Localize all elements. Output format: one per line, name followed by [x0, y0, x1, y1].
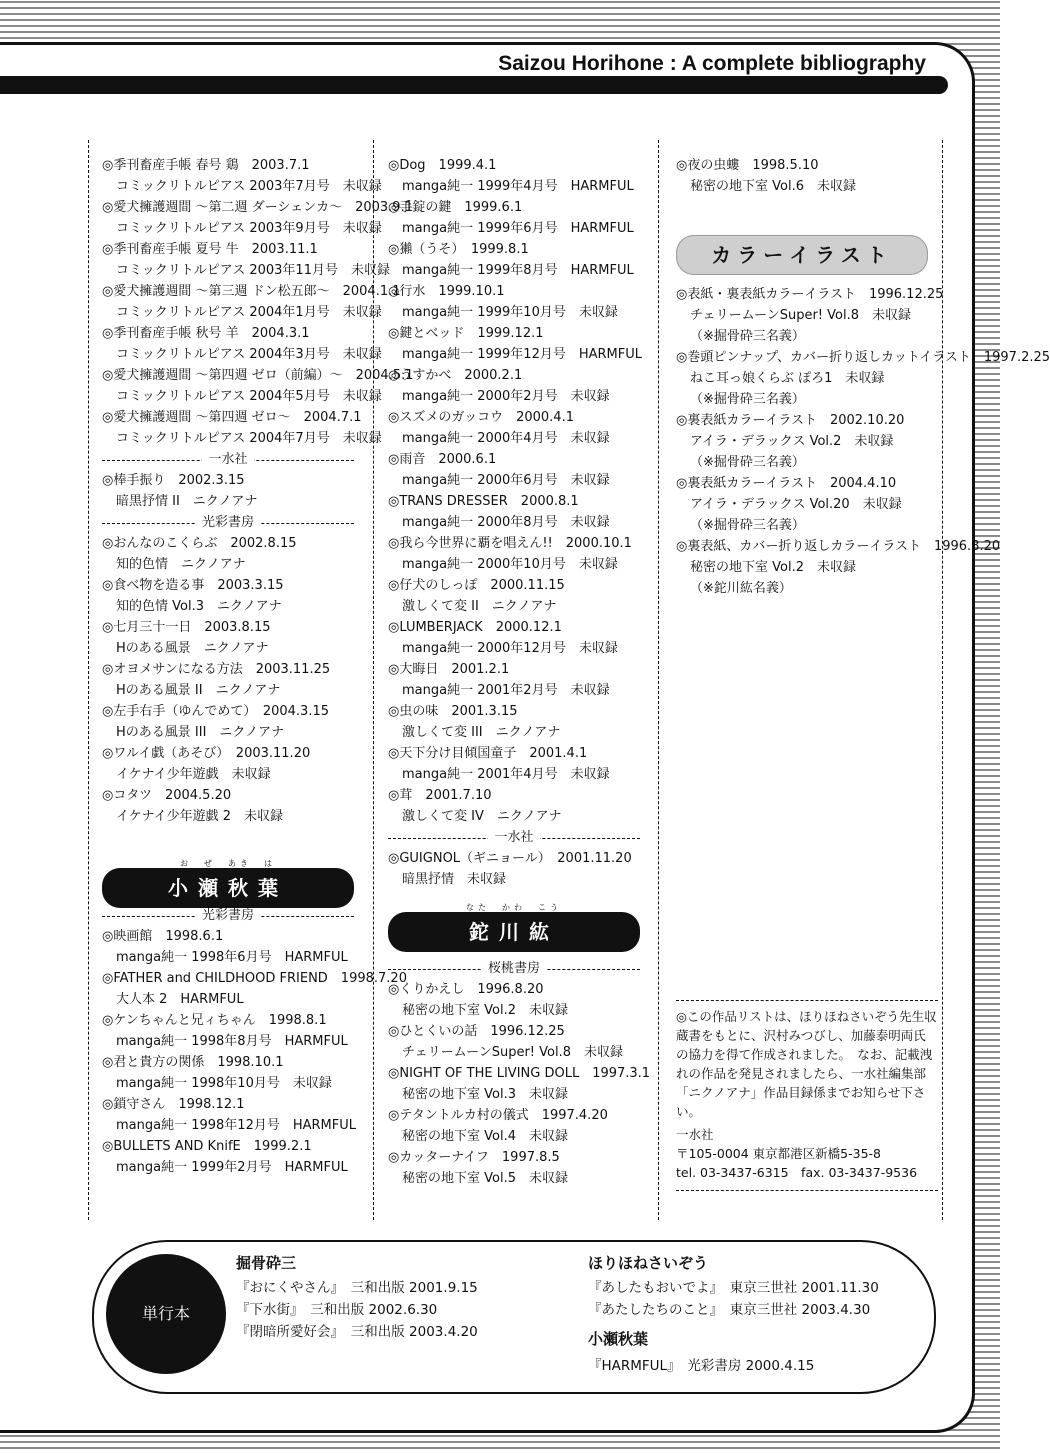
work-source: Hのある風景 III ニクノアナ: [116, 725, 285, 740]
work-title: ◎裏表紙カラーイラスト 2004.4.10: [676, 476, 897, 491]
work-source: （※掘骨砕三名義）: [690, 518, 805, 533]
work-title: ◎コタツ 2004.5.20: [102, 788, 232, 803]
work-title: ◎手錠の鍵 1999.6.1: [388, 200, 523, 215]
author-name: 掘骨砕三: [236, 1254, 297, 1272]
work-title: ◎行水 1999.10.1: [388, 284, 505, 299]
work-source: （※掘骨砕三名義）: [690, 392, 805, 407]
work-title: ◎愛犬擁護週間 〜第二週 ダーシェンカ〜 2003.9.1: [102, 200, 413, 215]
work-source: 秘密の地下室 Vol.3 未収録: [402, 1087, 568, 1102]
work-title: ◎食べ物を造る事 2003.3.15: [102, 578, 284, 593]
note-box: [676, 1000, 938, 1191]
publisher-name: 一水社: [488, 830, 539, 845]
heading-ruby: お ぜ あき は: [180, 859, 276, 868]
work-title: ◎虫の味 2001.3.15: [388, 704, 518, 719]
work-source: 知的色情 ニクノアナ: [116, 557, 246, 572]
author-heading-natagawa: [388, 902, 640, 952]
work-source: （※鉈川紘名義）: [690, 581, 792, 596]
work-source: チェリームーンSuper! Vol.8 未収録: [690, 308, 911, 323]
publisher-divider: [102, 449, 354, 470]
publisher-name: 光彩書房: [196, 515, 260, 530]
heading-ruby: なた かわ こう: [466, 903, 562, 912]
author-horihone-saizou: [236, 1252, 296, 1273]
heading-natagawa-kou: 鉈川紘: [388, 912, 640, 952]
work-source: manga純一 1999年8月号 HARMFUL: [402, 263, 634, 278]
work-source: manga純一 2000年8月号 未収録: [402, 515, 610, 530]
work-source: （※掘骨砕三名義）: [690, 329, 805, 344]
work-source: コミックリトルピアス 2003年9月号 未収録: [116, 221, 382, 236]
work-title: ◎Dog 1999.4.1: [388, 158, 497, 173]
work-title: ◎大晦日 2001.2.1: [388, 662, 510, 677]
work-title: ◎オヨメサンになる方法 2003.11.25: [102, 662, 331, 677]
work-title: ◎鎖守さん 1998.12.1: [102, 1097, 245, 1112]
author-name: ほりほねさいぞう: [588, 1254, 709, 1272]
work-title: ◎TRANS DRESSER 2000.8.1: [388, 494, 579, 509]
work-title: ◎雨音 2000.6.1: [388, 452, 497, 467]
book-entry: 『おにくやさん』 三和出版 2001.9.15: [236, 1280, 478, 1296]
note-address: 〒105-0004 東京都港区新橋5-35-8: [676, 1146, 881, 1161]
publisher-name: 光彩書房: [196, 908, 260, 923]
work-title: ◎ケンちゃんと兄ィちゃん 1998.8.1: [102, 1013, 327, 1028]
heading-color-illust: カラーイラスト: [676, 235, 928, 275]
work-title: ◎我ら今世界に覇を唱えん!! 2000.10.1: [388, 536, 632, 551]
work-source: manga純一 2000年12月号 未収録: [402, 641, 618, 656]
work-title: ◎くりかえし 1996.8.20: [388, 982, 544, 997]
work-source: コミックリトルピアス 2003年11月号 未収録: [116, 263, 390, 278]
work-source: manga純一 1999年4月号 HARMFUL: [402, 179, 634, 194]
column-divider: [658, 140, 659, 1220]
work-title: ◎カッターナイフ 1997.8.5: [388, 1150, 560, 1165]
work-title: ◎七月三十一日 2003.8.15: [102, 620, 271, 635]
work-source: イケナイ少年遊戯 未収録: [116, 767, 271, 782]
work-title: ◎映画館 1998.6.1: [102, 929, 224, 944]
work-source: 激しくて変 II ニクノアナ: [402, 599, 557, 614]
author-oze-akiha: [588, 1328, 648, 1349]
work-source: イケナイ少年遊戯 2 未収録: [116, 809, 283, 824]
work-source: manga純一 2000年2月号 未収録: [402, 389, 610, 404]
work-title: ◎LUMBERJACK 2000.12.1: [388, 620, 562, 635]
work-title: ◎巻頭ピンナップ、カバー折り返しカットイラスト 1997.2.25: [676, 350, 1050, 365]
column-2: [388, 155, 640, 890]
column-2-lower: [388, 958, 651, 1189]
book-entry: 『閉暗所愛好会』 三和出版 2003.4.20: [236, 1324, 478, 1340]
work-title: ◎季刊畜産手帳 春号 鶏 2003.7.1: [102, 158, 310, 173]
work-source: アイラ・デラックス Vol.2 未収録: [690, 434, 894, 449]
work-source: manga純一 1999年2月号 HARMFUL: [116, 1160, 348, 1175]
work-source: manga純一 2001年2月号 未収録: [402, 683, 610, 698]
work-source: 激しくて変 IV ニクノアナ: [402, 809, 562, 824]
work-source: 激しくて変 III ニクノアナ: [402, 725, 561, 740]
work-title: ◎鍵とベッド 1999.12.1: [388, 326, 544, 341]
publisher-divider: [388, 827, 640, 848]
work-title: ◎表紙・裏表紙カラーイラスト 1996.12.25: [676, 287, 944, 302]
work-source: コミックリトルピアス 2004年5月号 未収録: [116, 389, 382, 404]
note-contact: tel. 03-3437-6315 fax. 03-3437-9536: [676, 1165, 918, 1180]
work-source: コミックリトルピアス 2004年1月号 未収録: [116, 305, 382, 320]
work-title: ◎裏表紙カラーイラスト 2002.10.20: [676, 413, 905, 428]
tankobon-box: [92, 1240, 936, 1394]
work-title: ◎獺（うそ） 1999.8.1: [388, 242, 529, 257]
work-source: manga純一 1998年10月号 未収録: [116, 1076, 332, 1091]
column-divider: [373, 140, 374, 1220]
publisher-divider: [102, 512, 354, 533]
author-heading-oze: [102, 858, 354, 908]
work-source: 大人本 2 HARMFUL: [116, 992, 244, 1007]
work-title: ◎愛犬擁護週間 〜第三週 ドン松五郎〜 2004.1.1: [102, 284, 401, 299]
work-title: ◎BULLETS AND KnifE 1999.2.1: [102, 1139, 312, 1154]
work-title: ◎スズメのガッコウ 2000.4.1: [388, 410, 574, 425]
work-title: ◎季刊畜産手帳 夏号 牛 2003.11.1: [102, 242, 318, 257]
work-source: 秘密の地下室 Vol.5 未収録: [402, 1171, 568, 1186]
work-title: ◎おんなのこくらぶ 2002.8.15: [102, 536, 297, 551]
note-publisher: 一水社: [676, 1127, 714, 1142]
page-title: Saizou Horihone : A complete bibliography: [498, 52, 926, 75]
work-title: ◎FATHER and CHILDHOOD FRIEND 1998.7.20: [102, 971, 407, 986]
work-title: ◎左手右手（ゆんでめて） 2004.3.15: [102, 704, 330, 719]
work-source: 暗黒抒情 未収録: [402, 872, 507, 887]
book-entry: 『あしたもおいでよ』 東京三世社 2001.11.30: [588, 1280, 879, 1296]
work-source: アイラ・デラックス Vol.20 未収録: [690, 497, 902, 512]
work-source: Hのある風景 II ニクノアナ: [116, 683, 281, 698]
column-divider: [88, 140, 89, 1220]
work-source: ねこ耳っ娘くらぶ ぽろ1 未収録: [690, 371, 885, 386]
note-text: ◎この作品リストは、ほりほねさいぞう先生収蔵書をもとに、沢村みつびし、加藤泰明両氏の協力を得て作成されました。 なお、記載洩れの作品を発見されましたら、一水社編集部「ニクノアナ」作品目録係までお知らせ下さい。: [676, 1009, 937, 1119]
work-source: チェリームーンSuper! Vol.8 未収録: [402, 1045, 623, 1060]
section-heading-color: [676, 235, 928, 275]
publisher-divider: [388, 958, 640, 979]
work-source: manga純一 1999年12月号 HARMFUL: [402, 347, 642, 362]
book-entry: 『HARMFUL』 光彩書房 2000.4.15: [588, 1358, 815, 1374]
work-title: ◎うすかべ 2000.2.1: [388, 368, 523, 383]
work-title: ◎テタントルカ村の儀式 1997.4.20: [388, 1108, 608, 1123]
work-title: ◎GUIGNOL（ギニョール） 2001.11.20: [388, 851, 632, 866]
work-source: コミックリトルピアス 2004年7月号 未収録: [116, 431, 382, 446]
work-title: ◎裏表紙、カバー折り返しカラーイラスト 1996.8.20: [676, 539, 1001, 554]
work-source: 秘密の地下室 Vol.2 未収録: [690, 560, 856, 575]
work-source: manga純一 1998年8月号 HARMFUL: [116, 1034, 348, 1049]
work-source: Hのある風景 ニクノアナ: [116, 641, 269, 656]
work-title: ◎季刊畜産手帳 秋号 羊 2004.3.1: [102, 326, 310, 341]
work-source: （※掘骨砕三名義）: [690, 455, 805, 470]
publisher-name: 一水社: [202, 452, 253, 467]
work-title: ◎仔犬のしっぽ 2000.11.15: [388, 578, 565, 593]
column-1: [102, 155, 414, 827]
work-title: ◎夜の虫螻 1998.5.10: [676, 158, 819, 173]
work-source: コミックリトルピアス 2004年3月号 未収録: [116, 347, 382, 362]
work-title: ◎茸 2001.7.10: [388, 788, 492, 803]
book-entry: 『下水街』 三和出版 2002.6.30: [236, 1302, 438, 1318]
work-source: manga純一 1998年12月号 HARMFUL: [116, 1118, 356, 1133]
work-source: manga純一 2001年4月号 未収録: [402, 767, 610, 782]
column-3-lower: [676, 284, 1050, 599]
book-entry: 『あたしたちのこと』 東京三世社 2003.4.30: [588, 1302, 871, 1318]
work-source: コミックリトルピアス 2003年7月号 未収録: [116, 179, 382, 194]
heading-oze-akiha: 小瀬秋葉: [102, 868, 354, 908]
work-source: 知的色情 Vol.3 ニクノアナ: [116, 599, 282, 614]
work-title: ◎NIGHT OF THE LIVING DOLL 1997.3.1: [388, 1066, 651, 1081]
author-horihone-hiragana: [588, 1252, 708, 1273]
work-source: 暗黒抒情 II ニクノアナ: [116, 494, 258, 509]
work-source: 秘密の地下室 Vol.4 未収録: [402, 1129, 568, 1144]
work-title: ◎ひとくいの話 1996.12.25: [388, 1024, 565, 1039]
column-3: [676, 155, 938, 197]
work-title: ◎愛犬擁護週間 〜第四週 ゼロ（前編）〜 2004.5.1: [102, 368, 414, 383]
tankobon-label: 単行本: [106, 1254, 226, 1374]
work-title: ◎ワルイ戯（あそび） 2003.11.20: [102, 746, 311, 761]
work-source: 秘密の地下室 Vol.6 未収録: [690, 179, 856, 194]
work-title: ◎天下分け目傾国童子 2001.4.1: [388, 746, 588, 761]
work-source: manga純一 1999年10月号 未収録: [402, 305, 618, 320]
column-1-lower: [102, 905, 407, 1178]
publisher-divider: [102, 905, 354, 926]
work-source: 秘密の地下室 Vol.2 未収録: [402, 1003, 568, 1018]
work-source: manga純一 1999年6月号 HARMFUL: [402, 221, 634, 236]
work-source: manga純一 2000年4月号 未収録: [402, 431, 610, 446]
work-title: ◎君と貴方の関係 1998.10.1: [102, 1055, 284, 1070]
author-name: 小瀬秋葉: [588, 1330, 649, 1348]
column-divider: [942, 140, 943, 1220]
work-title: ◎愛犬擁護週間 〜第四週 ゼロ〜 2004.7.1: [102, 410, 362, 425]
title-bar: [0, 76, 948, 94]
work-title: ◎棒手振り 2002.3.15: [102, 473, 245, 488]
work-source: manga純一 2000年6月号 未収録: [402, 473, 610, 488]
work-source: manga純一 2000年10月号 未収録: [402, 557, 618, 572]
publisher-name: 桜桃書房: [482, 961, 546, 976]
work-source: manga純一 1998年6月号 HARMFUL: [116, 950, 348, 965]
